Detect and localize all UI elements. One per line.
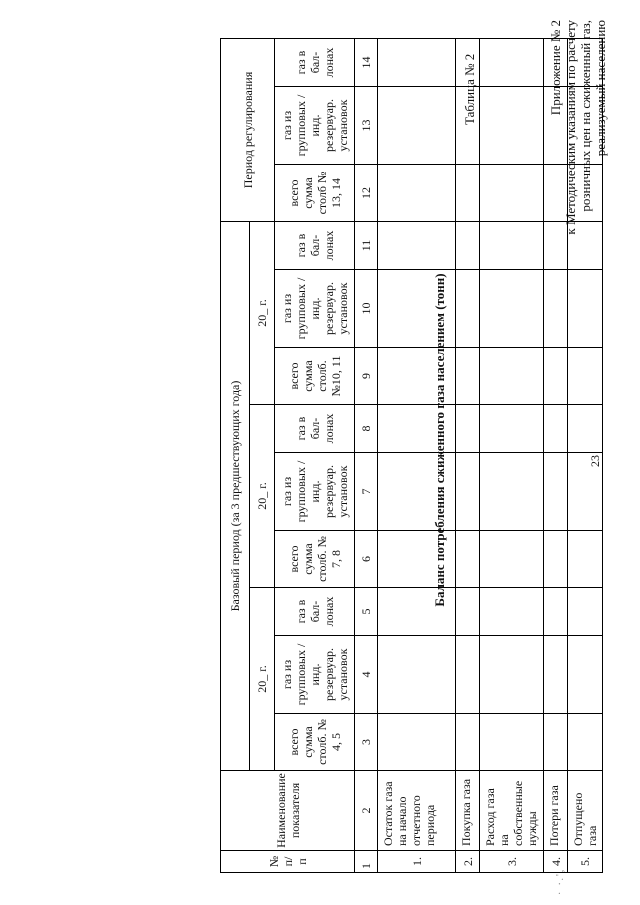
empty-cell [568, 165, 603, 222]
empty-cell [480, 636, 544, 714]
column-number: 9 [355, 348, 378, 405]
row-name: Потери газа [544, 771, 568, 851]
header-number: № п/ п [221, 851, 355, 873]
row-number: 2. [456, 851, 480, 873]
header-total-year-2: всего сумма столб. № 7, 8 [275, 531, 355, 588]
column-number-row [355, 39, 378, 873]
appendix-line-1: Приложение № 2 [548, 20, 563, 116]
column-number: 14 [355, 39, 378, 87]
empty-cell [378, 39, 456, 87]
empty-cell [456, 87, 480, 165]
column-number: 7 [355, 453, 378, 531]
table-label: Таблица № 2 [462, 53, 477, 125]
appendix-line-4: реализуемый населению [593, 20, 608, 157]
empty-cell [544, 165, 568, 222]
row-number: 1. [378, 851, 456, 873]
empty-cell [456, 270, 480, 348]
balance-table [220, 38, 603, 873]
column-number: 11 [355, 222, 378, 270]
empty-cell [544, 636, 568, 714]
empty-cell [480, 405, 544, 453]
empty-cell [456, 714, 480, 771]
empty-cell [378, 87, 456, 165]
empty-cell [378, 405, 456, 453]
header-group-year-3: газ из групповых /инд. резервуар. установок [275, 270, 355, 348]
empty-cell [378, 588, 456, 636]
column-number: 12 [355, 165, 378, 222]
table-row [456, 39, 480, 873]
header-total-year-3: всего сумма столб. №10, 11 [275, 348, 355, 405]
empty-cell [544, 39, 568, 87]
header-base-period: Базовый период (за 3 предшествующих года) [221, 222, 250, 771]
document-title: Баланс потребления сжиженного газа населением (тонн) [432, 273, 447, 607]
empty-cell [456, 453, 480, 531]
empty-cell [568, 636, 603, 714]
row-number: 5. [568, 851, 603, 873]
header-cylinder-year-3: газ в бал- лонах [275, 222, 355, 270]
empty-cell [378, 714, 456, 771]
table-row [378, 39, 456, 873]
appendix-line-2: к Методическим указаниям по расчету [563, 20, 578, 235]
scan-specks: · ⸱.', [555, 867, 566, 895]
empty-cell [378, 531, 456, 588]
column-number: 5 [355, 588, 378, 636]
empty-cell [456, 588, 480, 636]
column-number: 8 [355, 405, 378, 453]
empty-cell [480, 714, 544, 771]
row-number: 4. [544, 851, 568, 873]
empty-cell [456, 348, 480, 405]
empty-cell [568, 348, 603, 405]
empty-cell [544, 714, 568, 771]
empty-cell [480, 222, 544, 270]
empty-cell [480, 531, 544, 588]
empty-cell [378, 270, 456, 348]
empty-cell [544, 270, 568, 348]
empty-cell [456, 39, 480, 87]
column-number: 2 [355, 771, 378, 851]
header-total-regulation: всего сумма столб № 13, 14 [275, 165, 355, 222]
table-row [480, 39, 544, 873]
empty-cell [480, 165, 544, 222]
empty-cell [544, 453, 568, 531]
header-indicator-name: Наименование показателя [221, 771, 355, 851]
empty-cell [480, 348, 544, 405]
empty-cell [544, 222, 568, 270]
empty-cell [568, 39, 603, 87]
empty-cell [456, 636, 480, 714]
column-number: 1 [355, 851, 378, 873]
row-name: Расход газа на собственные нужды [480, 771, 544, 851]
empty-cell [544, 405, 568, 453]
row-name: Покупка газа [456, 771, 480, 851]
header-cylinder-year-2: газ в бал- лонах [275, 405, 355, 453]
empty-cell [544, 531, 568, 588]
empty-cell [378, 222, 456, 270]
empty-cell [480, 588, 544, 636]
column-number: 4 [355, 636, 378, 714]
empty-cell [378, 165, 456, 222]
row-number: 3. [480, 851, 544, 873]
empty-cell [480, 39, 544, 87]
table-row [544, 39, 568, 873]
empty-cell [378, 453, 456, 531]
empty-cell [568, 222, 603, 270]
empty-cell [568, 714, 603, 771]
header-year-3: 20_ г. [250, 222, 275, 405]
empty-cell [480, 270, 544, 348]
empty-cell [568, 531, 603, 588]
empty-cell [568, 588, 603, 636]
column-number: 13 [355, 87, 378, 165]
header-year-1: 20_ г. [250, 588, 275, 771]
empty-cell [456, 405, 480, 453]
empty-cell [480, 87, 544, 165]
empty-cell [568, 87, 603, 165]
column-number: 6 [355, 531, 378, 588]
empty-cell [456, 531, 480, 588]
empty-cell [544, 348, 568, 405]
empty-cell [456, 222, 480, 270]
row-name: Остаток газа на начало отчетного периода [378, 771, 456, 851]
empty-cell [544, 87, 568, 165]
header-total-year-1: всего сумма столб. № 4, 5 [275, 714, 355, 771]
appendix-line-3: розничных цен на сжиженный газ, [578, 20, 593, 212]
empty-cell [456, 165, 480, 222]
column-number: 10 [355, 270, 378, 348]
table-row [568, 39, 603, 873]
empty-cell [378, 348, 456, 405]
page-number: 23 [588, 455, 602, 467]
row-name: Отпущено газа [568, 771, 603, 851]
empty-cell [480, 453, 544, 531]
header-group-year-2: газ из групповых /инд. резервуар. установок [275, 453, 355, 531]
empty-cell [568, 453, 603, 531]
header-year-2: 20_ г. [250, 405, 275, 588]
header-group-regulation: газ из групповых /инд. резервуар. установок [275, 87, 355, 165]
empty-cell [378, 636, 456, 714]
header-group-year-1: газ из групповых /инд. резервуар. установок [275, 636, 355, 714]
empty-cell [544, 588, 568, 636]
header-regulation-period: Период регулирования [221, 39, 275, 222]
column-number: 3 [355, 714, 378, 771]
header-cylinder-year-1: газ в бал- лонах [275, 588, 355, 636]
empty-cell [568, 405, 603, 453]
empty-cell [568, 270, 603, 348]
header-cylinder-regulation: газ в бал- лонах [275, 39, 355, 87]
